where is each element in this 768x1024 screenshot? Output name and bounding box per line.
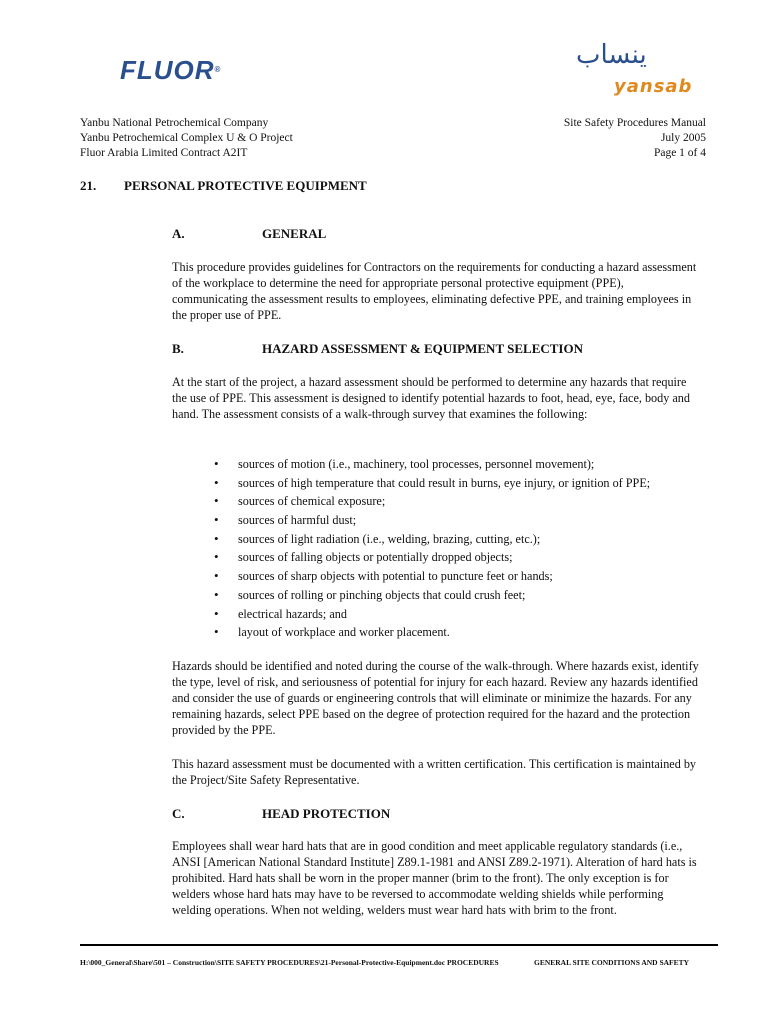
document-date: July 2005 [660, 132, 706, 144]
list-item: • sources of rolling or pinching objects that could crush feet; [212, 586, 650, 605]
footer-file-path: H:\000_General\Share\501 – Construction\SITE SAFETY PROCEDURES\21-Personal-Protective-Equipment.doc PROCEDURES [80, 958, 499, 967]
project-name: Yanbu Petrochemical Complex U & O Project [80, 132, 293, 144]
subsection-title: HAZARD ASSESSMENT & EQUIPMENT SELECTION [262, 341, 583, 356]
list-item: • electrical hazards; and [212, 605, 650, 624]
footer-section-label: GENERAL SITE CONDITIONS AND SAFETY [534, 958, 690, 967]
subsection-letter: C. [172, 806, 185, 821]
subsection-heading-head [172, 806, 390, 822]
contract-name: Fluor Arabia Limited Contract A2IT [80, 147, 248, 159]
yansab-logo-latin: yansab [614, 76, 693, 97]
page-number: Page 1 of 4 [653, 147, 706, 159]
hazard-sources-list [212, 455, 650, 642]
subsection-letter: B. [172, 341, 184, 356]
list-item: • sources of sharp objects with potential to puncture feet or hands; [212, 567, 650, 586]
manual-title: Site Safety Procedures Manual [563, 117, 706, 129]
subsection-title: HEAD PROTECTION [262, 806, 391, 821]
section-number: 21. [80, 178, 97, 193]
section-title: PERSONAL PROTECTIVE EQUIPMENT [124, 178, 367, 193]
list-item: • sources of motion (i.e., machinery, tool processes, personnel movement); [212, 455, 650, 474]
hazard-identify-paragraph: Hazards should be identified and noted during the course of the walk-through. Where hazards exist, identify the type, level of risk, and seriousness of potential for injury for each hazard. Review any hazards identified and consider the use of guards or engineering controls that will eliminate or minimize the hazards. For any remaining hazards, select PPE based on the degree of protection required for the hazard and the protection provided by the PPE. [172, 659, 699, 737]
subsection-heading-hazard [172, 341, 583, 357]
list-item: • sources of chemical exposure; [212, 492, 650, 511]
list-item: • sources of high temperature that could result in burns, eye injury, or ignition of PPE; [212, 474, 650, 493]
fluor-logo [120, 55, 221, 86]
header-left [80, 116, 293, 161]
registered-mark: ® [214, 65, 222, 74]
general-paragraph: This procedure provides guidelines for Contractors on the requirements for conducting a hazard assessment of the workplace to determine the need for appropriate personal protective equipment (PPE), communicating the assessment results to employees, eliminating defective PPE, and training employees in the proper use of PPE. [172, 260, 697, 322]
list-item: • sources of harmful dust; [212, 511, 650, 530]
subsection-letter: A. [172, 226, 185, 241]
company-name: Yanbu National Petrochemical Company [80, 117, 269, 129]
list-item: • sources of light radiation (i.e., welding, brazing, cutting, etc.); [212, 530, 650, 549]
fluor-logo-text: FLUOR [120, 55, 215, 85]
yansab-logo [570, 40, 700, 110]
list-item: • sources of falling objects or potentially dropped objects; [212, 548, 650, 567]
list-item: • layout of workplace and worker placement. [212, 623, 650, 642]
subsection-heading-general [172, 226, 326, 242]
subsection-title: GENERAL [262, 226, 327, 241]
footer-divider [80, 944, 718, 946]
hazard-certify-paragraph: This hazard assessment must be documented with a written certification. This certification is maintained by the Project/Site Safety Representative. [172, 757, 697, 787]
hazard-intro-paragraph: At the start of the project, a hazard assessment should be performed to determine any hazards that require the use of PPE. This assessment is designed to identify potential hazards to foot, head, eye, face, body and hand. The assessment consists of a walk-through survey that examines the following: [172, 375, 690, 421]
head-protection-paragraph: Employees shall wear hard hats that are in good condition and meet applicable regulatory standards (i.e., ANSI [American National Standard Institute] Z89.1-1981 and ANSI Z89.2-1971). Alteration of hard hats is prohibited. Hard hats shall be worn in the proper manner (brim to the front). The only exception is for welders whose hard hats may have to be reversed to accommodate welding shields while performing welding operations. When not welding, welders must wear hard hats with brim to the front. [172, 839, 697, 917]
header-right [564, 116, 706, 161]
yansab-logo-arabic: ينساب [576, 40, 647, 70]
